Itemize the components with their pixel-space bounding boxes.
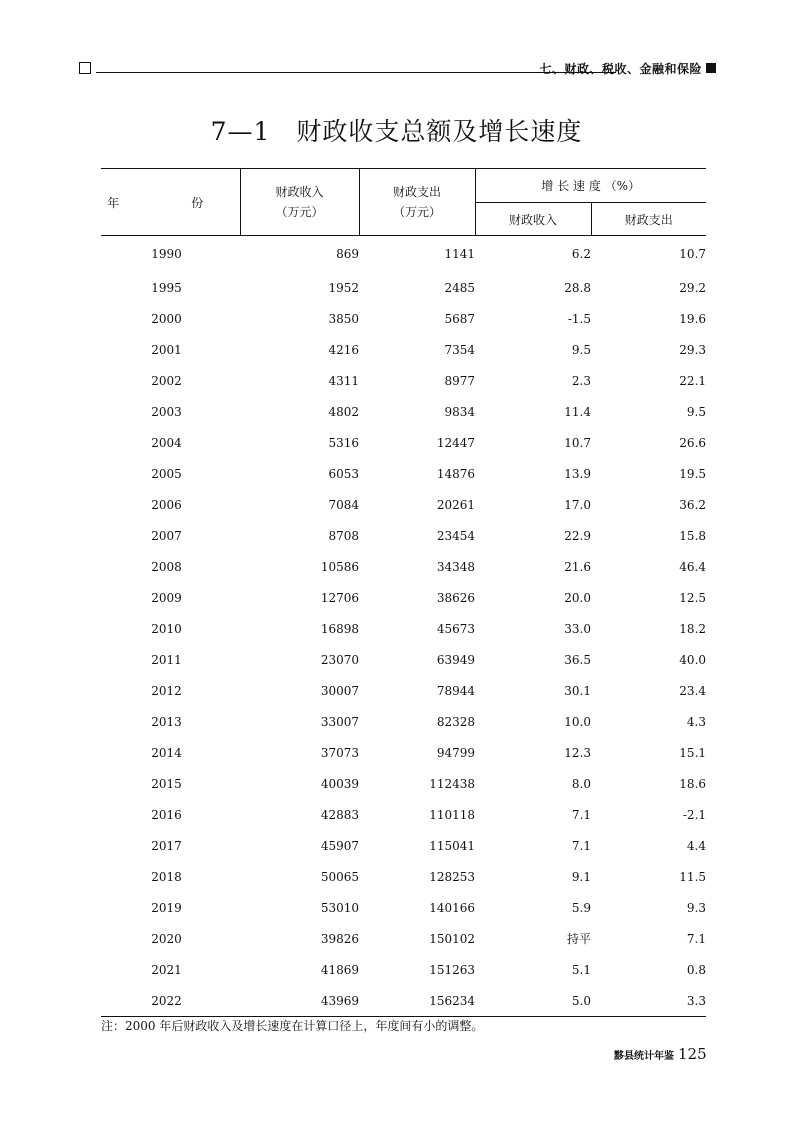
cell-year: 2011 [151, 652, 182, 667]
cell-expenditure-growth: 22.1 [679, 373, 707, 388]
cell-expenditure: 110118 [429, 807, 475, 822]
header-growth-revenue: 财政收入 [475, 203, 591, 236]
cell-revenue-growth: 21.6 [564, 559, 591, 574]
footer-book-title: 黟县统计年鉴 [614, 1051, 674, 1062]
cell-revenue: 7084 [328, 497, 359, 512]
table-row [101, 954, 706, 985]
cell-expenditure-growth: 46.4 [679, 559, 707, 574]
cell-revenue: 45907 [320, 838, 359, 853]
cell-revenue: 5316 [328, 435, 359, 450]
cell-expenditure-growth: 19.6 [679, 311, 707, 326]
table-row [101, 489, 706, 520]
cell-revenue: 6053 [328, 466, 359, 481]
cell-expenditure: 2485 [444, 280, 475, 295]
running-header [76, 60, 716, 78]
cell-expenditure-growth: 11.5 [679, 869, 707, 884]
cell-year: 2014 [151, 745, 182, 760]
header-revenue-label: 财政收入 [275, 185, 324, 199]
table-header [101, 169, 706, 236]
cell-year: 2017 [151, 838, 182, 853]
table-row [101, 582, 706, 613]
cell-year: 2019 [151, 900, 182, 915]
cell-revenue: 41869 [320, 962, 359, 977]
cell-revenue: 53010 [320, 900, 359, 915]
table-row [101, 861, 706, 892]
cell-revenue-growth: 7.1 [571, 838, 591, 853]
cell-revenue-growth: -1.5 [567, 311, 591, 326]
cell-year: 2007 [151, 528, 182, 543]
table-row [101, 706, 706, 737]
cell-revenue-growth: 2.3 [571, 373, 591, 388]
table-row [101, 737, 706, 768]
header-expenditure-unit: （万元） [392, 205, 441, 219]
cell-revenue: 1952 [328, 280, 359, 295]
cell-year: 2016 [151, 807, 182, 822]
cell-year: 2004 [151, 435, 182, 450]
cell-revenue-growth: 33.0 [564, 621, 591, 636]
cell-revenue: 4311 [328, 373, 359, 388]
table-row [101, 551, 706, 582]
cell-year: 2005 [151, 466, 182, 481]
cell-expenditure-growth: 9.5 [686, 404, 707, 419]
cell-revenue-growth: 9.5 [571, 342, 591, 357]
cell-expenditure-growth: 4.3 [686, 714, 707, 729]
table-row [101, 613, 706, 644]
cell-year: 2008 [151, 559, 182, 574]
cell-revenue-growth: 5.0 [475, 985, 591, 1017]
header-expenditure [359, 169, 475, 236]
header-expenditure-label: 财政支出 [392, 185, 441, 199]
cell-expenditure: 23454 [436, 528, 475, 543]
cell-year: 2003 [151, 404, 182, 419]
cell-expenditure-growth: 12.5 [679, 590, 707, 605]
table-row [101, 768, 706, 799]
cell-revenue-growth: 28.8 [564, 280, 591, 295]
cell-revenue: 4216 [328, 342, 359, 357]
cell-year: 2012 [151, 683, 182, 698]
cell-year: 2018 [151, 869, 182, 884]
cell-expenditure: 45673 [436, 621, 475, 636]
cell-year: 1995 [151, 280, 182, 295]
cell-expenditure: 38626 [436, 590, 475, 605]
table-row [101, 923, 706, 954]
section-title: 七、财政、税收、金融和保险 [539, 62, 702, 76]
cell-revenue: 3850 [328, 311, 359, 326]
table-row [101, 799, 706, 830]
cell-revenue-growth: 5.9 [571, 900, 591, 915]
cell-revenue-growth: 36.5 [564, 652, 591, 667]
table-row [101, 303, 706, 334]
table-row [101, 644, 706, 675]
cell-year: 2000 [151, 311, 182, 326]
page-number: 125 [678, 1045, 707, 1063]
cell-revenue-growth: 9.1 [571, 869, 591, 884]
cell-expenditure: 8977 [444, 373, 475, 388]
cell-revenue-growth: 12.3 [564, 745, 591, 760]
cell-expenditure-growth: 9.3 [686, 900, 707, 915]
table-note: 注：2000 年后财政收入及增长速度在计算口径上，年度间有小的调整。 [101, 1019, 484, 1033]
cell-expenditure: 150102 [429, 931, 475, 946]
cell-expenditure-growth: 23.4 [679, 683, 707, 698]
table-row [101, 236, 706, 273]
table-row [101, 985, 706, 1017]
table-row [101, 520, 706, 551]
cell-revenue-growth: 22.9 [564, 528, 591, 543]
cell-expenditure: 14876 [436, 466, 475, 481]
cell-expenditure: 94799 [436, 745, 475, 760]
cell-revenue-growth: 13.9 [564, 466, 591, 481]
cell-revenue: 30007 [320, 683, 359, 698]
cell-expenditure-growth: 15.8 [679, 528, 707, 543]
table-row [101, 675, 706, 706]
cell-expenditure-growth: 18.6 [679, 776, 707, 791]
table-row [101, 458, 706, 489]
cell-expenditure: 9834 [444, 404, 475, 419]
cell-year: 1990 [151, 247, 182, 261]
cell-expenditure-growth: 36.2 [679, 497, 707, 512]
cell-revenue-growth: 10.0 [564, 714, 591, 729]
cell-expenditure-growth: 0.8 [686, 962, 707, 977]
table-row [101, 334, 706, 365]
header-year: 年 份 [101, 169, 240, 236]
cell-year: 2020 [151, 931, 182, 946]
fiscal-table [101, 168, 706, 1017]
header-revenue [240, 169, 359, 236]
cell-expenditure-growth: 40.0 [679, 652, 707, 667]
cell-expenditure: 34348 [436, 559, 475, 574]
cell-expenditure: 115041 [429, 838, 475, 853]
cell-year: 2010 [151, 621, 182, 636]
cell-revenue: 42883 [320, 807, 359, 822]
cell-revenue: 12706 [320, 590, 359, 605]
cell-revenue: 16898 [320, 621, 359, 636]
cell-revenue-growth: 持平 [566, 932, 591, 946]
cell-expenditure-growth: 29.3 [679, 342, 707, 357]
cell-expenditure-growth: 4.4 [686, 838, 707, 853]
cell-expenditure-growth: 3.3 [591, 985, 706, 1017]
cell-revenue: 4802 [328, 404, 359, 419]
table-body [101, 236, 706, 1017]
cell-revenue: 40039 [320, 776, 359, 791]
cell-year: 2002 [151, 373, 182, 388]
header-growth-rate: 增 长 速 度 （%） [475, 169, 706, 203]
cell-revenue-growth: 11.4 [564, 404, 591, 419]
cell-expenditure: 112438 [429, 776, 475, 791]
cell-year: 2006 [151, 497, 182, 512]
cell-revenue: 39826 [320, 931, 359, 946]
cell-revenue: 50065 [320, 869, 359, 884]
header-open-square-icon [79, 62, 91, 74]
cell-revenue-growth: 7.1 [571, 807, 591, 822]
cell-expenditure-growth: 18.2 [679, 621, 707, 636]
cell-expenditure-growth: 10.7 [679, 247, 707, 261]
cell-expenditure-growth: 19.5 [679, 466, 707, 481]
cell-revenue-growth: 6.2 [571, 247, 591, 261]
cell-expenditure: 1141 [444, 247, 475, 261]
header-revenue-unit: （万元） [275, 205, 324, 219]
cell-year: 2009 [151, 590, 182, 605]
page-title: 7—1 财政收支总额及增长速度 [210, 117, 583, 146]
header-rule [96, 72, 616, 73]
cell-revenue: 8708 [328, 528, 359, 543]
cell-expenditure: 156234 [359, 985, 475, 1017]
cell-expenditure: 82328 [436, 714, 475, 729]
cell-expenditure: 78944 [436, 683, 475, 698]
page-footer [614, 1045, 707, 1063]
cell-year: 2022 [101, 985, 240, 1017]
cell-expenditure: 12447 [436, 435, 475, 450]
cell-revenue: 10586 [320, 559, 359, 574]
cell-expenditure-growth: 29.2 [679, 280, 707, 295]
header-growth-expenditure: 财政支出 [591, 203, 706, 236]
cell-revenue: 33007 [320, 714, 359, 729]
table-row [101, 272, 706, 303]
cell-expenditure-growth: 7.1 [686, 931, 707, 946]
cell-revenue: 869 [336, 247, 359, 261]
header-filled-square-icon [706, 63, 716, 73]
cell-expenditure: 20261 [436, 497, 475, 512]
cell-revenue: 37073 [320, 745, 359, 760]
table-row [101, 830, 706, 861]
cell-revenue-growth: 10.7 [564, 435, 591, 450]
table-row [101, 365, 706, 396]
cell-revenue-growth: 20.0 [564, 590, 591, 605]
cell-expenditure: 128253 [429, 869, 475, 884]
cell-expenditure-growth: -2.1 [682, 807, 707, 822]
cell-year: 2021 [151, 962, 182, 977]
cell-revenue-growth: 30.1 [564, 683, 591, 698]
cell-year: 2015 [151, 776, 182, 791]
cell-year: 2001 [151, 342, 182, 357]
table-row [101, 396, 706, 427]
cell-revenue: 43969 [240, 985, 359, 1017]
cell-expenditure: 63949 [436, 652, 475, 667]
cell-expenditure-growth: 15.1 [679, 745, 707, 760]
cell-revenue-growth: 5.1 [571, 962, 591, 977]
table-row [101, 892, 706, 923]
cell-revenue-growth: 8.0 [571, 776, 591, 791]
cell-expenditure: 151263 [429, 962, 475, 977]
cell-year: 2013 [151, 714, 182, 729]
cell-expenditure: 140166 [429, 900, 475, 915]
cell-revenue-growth: 17.0 [564, 497, 591, 512]
table-row [101, 427, 706, 458]
cell-expenditure-growth: 26.6 [679, 435, 707, 450]
cell-expenditure: 7354 [444, 342, 475, 357]
cell-expenditure: 5687 [444, 311, 475, 326]
cell-revenue: 23070 [320, 652, 359, 667]
